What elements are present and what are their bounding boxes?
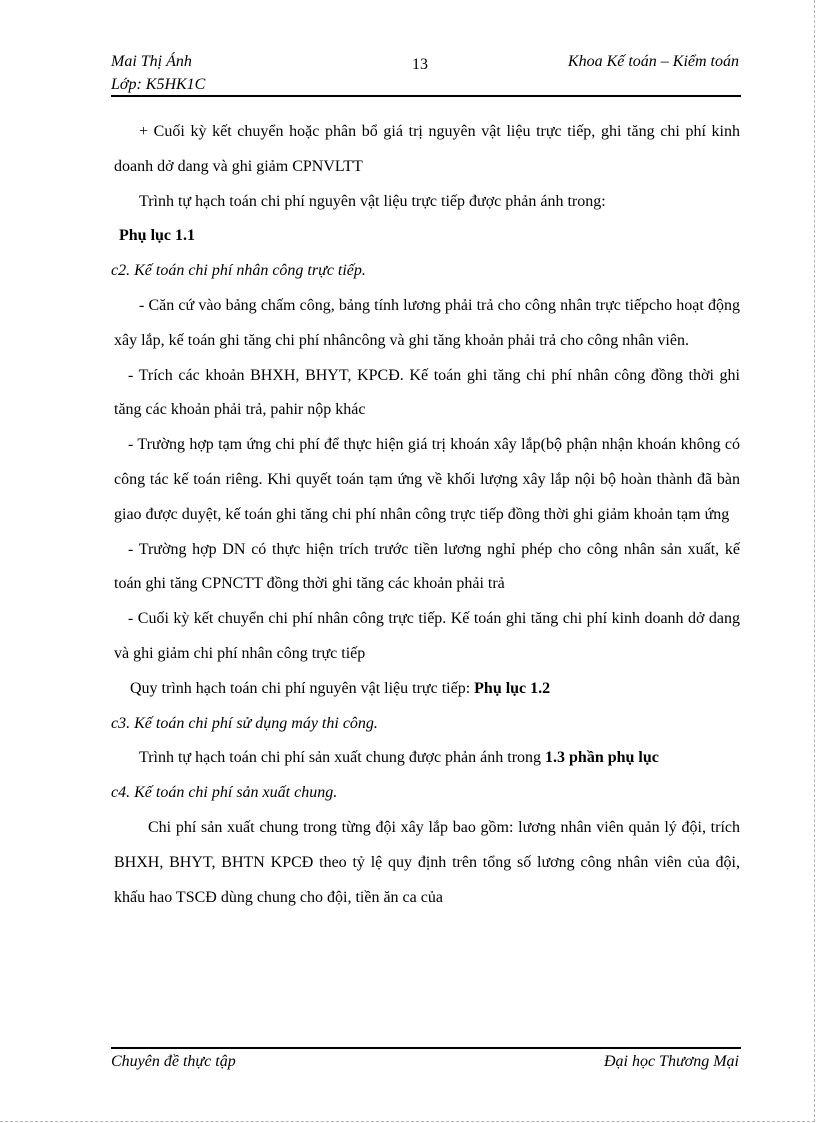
page-number: 13 [412,56,428,73]
appendix-ref-1-1: Phụ lục 1.1 [119,227,196,245]
paragraph-1: + Cuối kỳ kết chuyển hoặc phân bổ giá trị nguyên vật liệu trực tiếp, ghi tăng chi phí kinh doanh dở dang và ghi giảm CPNVLTT [114,123,740,175]
heading-c2: c2. Kế toán chi phí nhân công trực tiếp. [111,262,366,280]
paragraph-2: Trình tự hạch toán chi phí nguyên vật liệu trực tiếp được phản ánh trong: [139,192,606,210]
paragraph-11: Chi phí sản xuất chung trong từng đội xây lắp bao gồm: lương nhân viên quản lý đội, trích BHXH, BHYT, BHTN KPCĐ theo tỷ lệ quy định trên tổng số lương công nhân viên của đội, khấu hao TSCĐ dùng chung cho đội, tiền ăn ca của [114,818,740,906]
header-department: Khoa Kế toán – Kiểm toán [567,53,739,70]
paragraph-6: - Trường hợp tạm ứng chi phí để thực hiện giá trị khoán xây lắp(bộ phận nhận khoán không có công tác kế toán riêng. Khi quyết toán tạm ứng về khối lượng xây lắp nội bộ hoàn thành đã bàn giao được duyệt, kế toán ghi tăng chi phí nhân công trực tiếp đồng thời ghi giảm khoản tạm ứng [114,436,740,523]
paragraph-10 [114,741,740,776]
header-author: Mai Thị Ánh [111,53,192,70]
paragraph-9 [114,672,740,707]
footer-right: Đại học Thương Mại [603,1053,739,1070]
header-class: Lớp: K5HK1C [111,76,206,93]
footer-left: Chuyên đề thực tập [111,1053,236,1070]
heading-c4: c4. Kế toán chi phí sản xuất chung. [111,784,338,802]
paragraph-4: - Căn cứ vào bảng chấm công, bảng tính lương phải trả cho công nhân trực tiếpcho hoạt động xây lắp, kế toán ghi tăng chi phí nhâncông và ghi tăng khoản phải trả cho công nhân viên. [114,296,740,349]
paragraph-5: - Trích các khoản BHXH, BHYT, KPCĐ. Kế toán ghi tăng chi phí nhân công đồng thời ghi tăng các khoản phải trả, pahir nộp khác [114,366,740,419]
paragraph-7: - Trường hợp DN có thực hiện trích trước tiền lương nghỉ phép cho công nhân sản xuất, kế toán ghi tăng CPNCTT đồng thời ghi tăng các khoản phải trả [114,540,740,593]
appendix-ref-1-2: Phụ lục 1.2 [474,679,551,697]
footer-rule [111,1047,741,1049]
header-rule [111,95,741,97]
heading-c3: c3. Kế toán chi phí sử dụng máy thi công. [111,714,378,732]
paragraph-10-text: Trình tự hạch toán chi phí sản xuất chung được phản ánh trong [139,749,546,767]
document-body [111,115,740,915]
paragraph-8: - Cuối kỳ kết chuyển chi phí nhân công trực tiếp. Kế toán ghi tăng chi phí kinh doanh dở dang và ghi giảm chi phí nhân công trực tiếp [114,610,740,662]
appendix-ref-1-3: 1.3 phần phụ lục [545,749,659,767]
paragraph-9-text: Quy trình hạch toán chi phí nguyên vật liệu trực tiếp: [130,679,475,697]
